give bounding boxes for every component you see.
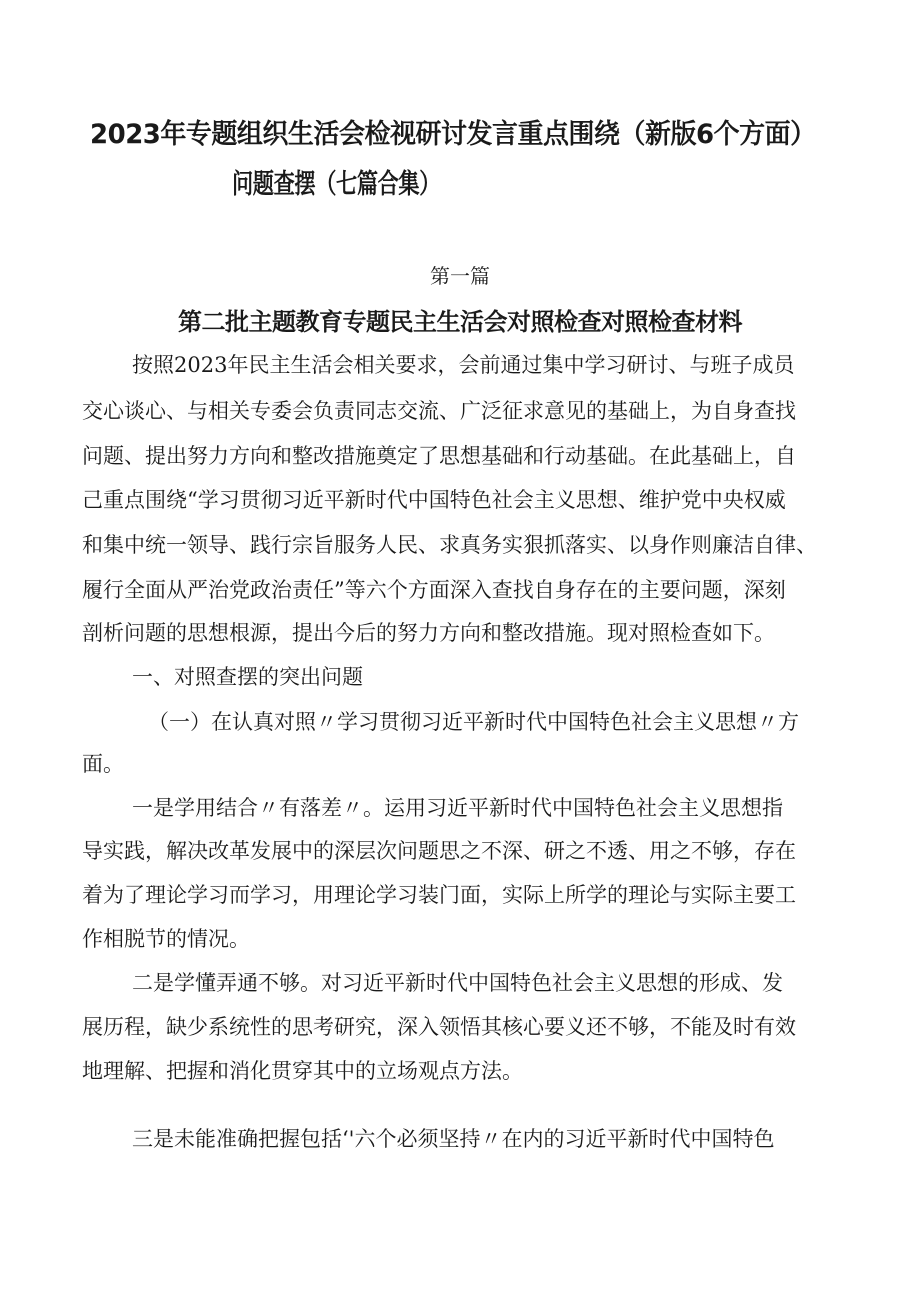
document-title-line-2: 问题查摆（七篇合集）	[232, 169, 441, 200]
body-line: 着为了理论学习而学习，用理论学习装门面，实际上所学的理论与实际主要工	[82, 883, 796, 907]
body-line: 展历程，缺少系统性的思考研究，深入领悟其核心要义还不够，不能及时有效	[82, 1015, 796, 1039]
document-title-line-1: 2023年专题组织生活会检视研讨发言重点围绕（新版6个方面）	[90, 119, 816, 150]
body-line: 剖析问题的思想根源，提出今后的努力方向和整改措施。现对照检查如下。	[82, 621, 775, 645]
body-line: 履行全面从严治党政治责任”等六个方面深入查找自身存在的主要问题，深刻	[82, 578, 786, 602]
body-line: 和集中统一领导、践行宗旨服务人民、求真务实狠抓落实、以身作则廉洁自律、	[82, 533, 817, 557]
body-line: （一）在认真对照〃学习贯彻习近平新时代中国特色社会主义思想〃方	[148, 710, 799, 734]
body-line: 二是学懂弄通不够。对习近平新时代中国特色社会主义思想的形成、发	[132, 971, 783, 995]
body-line: 己重点围绕“学习贯彻习近平新时代中国特色社会主义思想、维护党中央权威	[82, 488, 786, 512]
subsection-heading: 一、对照查摆的突出问题	[132, 665, 363, 689]
body-line: 问题、提出努力方向和整改措施奠定了思想基础和行动基础。在此基础上，自	[82, 444, 796, 468]
section-heading: 第二批主题教育专题民主生活会对照检查对照检查材料	[178, 308, 742, 336]
body-line: 按照2023年民主生活会相关要求，会前通过集中学习研讨、与班子成员	[132, 353, 795, 377]
body-line: 地理解、把握和消化贯穿其中的立场观点方法。	[82, 1059, 523, 1083]
body-line: 面。	[82, 752, 124, 776]
body-line: 导实践，解决改革发展中的深层次问题思之不深、研之不透、用之不够，存在	[82, 839, 796, 863]
body-line: 一是学用结合〃有落差〃。运用习近平新时代中国特色社会主义思想指	[132, 796, 783, 820]
body-line: 交心谈心、与相关专委会负责同志交流、广泛征求意见的基础上，为自身查找	[82, 399, 796, 423]
body-line: 三是未能准确把握包括‘'六个必须坚持〃在内的习近平新时代中国特色	[132, 1127, 775, 1151]
body-line: 作相脱节的情况。	[82, 927, 250, 951]
section-label: 第一篇	[430, 264, 490, 288]
